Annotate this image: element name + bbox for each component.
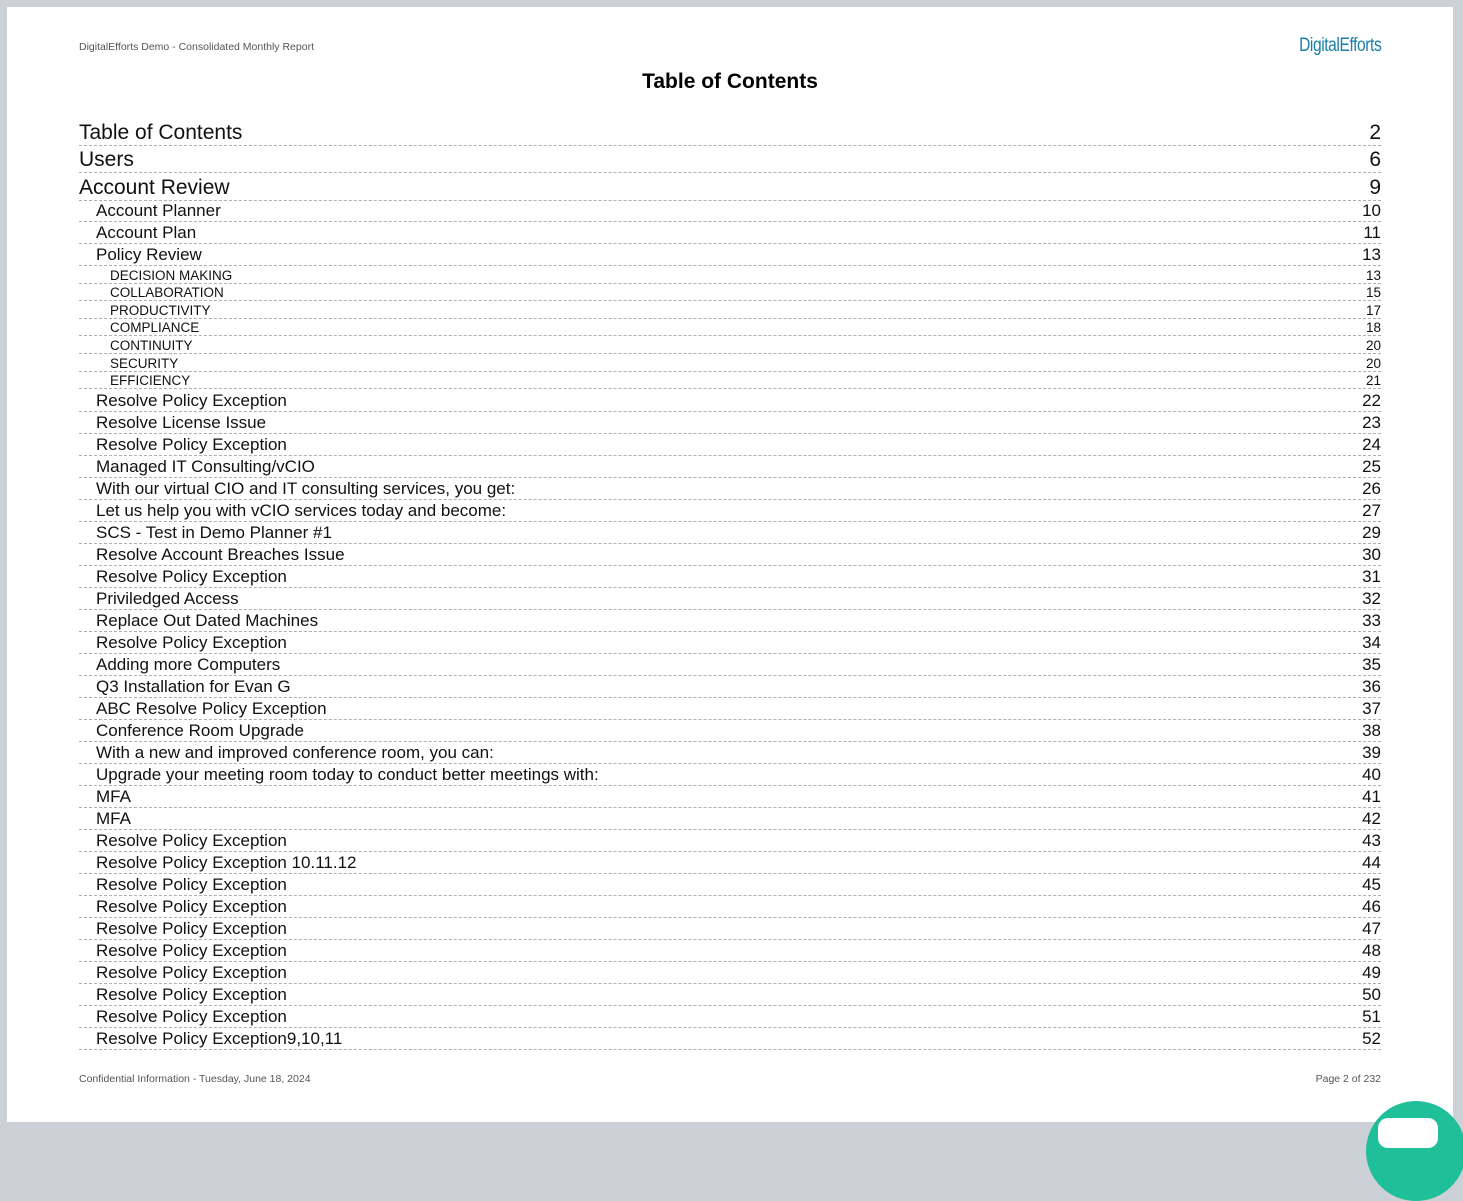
toc-entry[interactable] xyxy=(79,266,1381,284)
toc-entry-page: 46 xyxy=(1362,897,1381,916)
toc-entry[interactable] xyxy=(79,654,1381,676)
toc-entry-label: Upgrade your meeting room today to conduct better meetings with: xyxy=(96,765,599,784)
toc-entry-label: Resolve Policy Exception xyxy=(96,875,287,894)
toc-entry-label: Resolve Policy Exception xyxy=(96,941,287,960)
toc-entry[interactable] xyxy=(79,852,1381,874)
toc-entry[interactable] xyxy=(79,222,1381,244)
toc-entry-page: 20 xyxy=(1365,338,1381,353)
toc-entry-page: 13 xyxy=(1365,267,1381,283)
toc-entry-label: SCS - Test in Demo Planner #1 xyxy=(96,523,332,542)
toc-entry-page: 41 xyxy=(1362,787,1381,806)
toc-entry-page: 9 xyxy=(1369,176,1381,199)
toc-entry-label: Account Planner xyxy=(96,201,221,220)
toc-entry-label: Q3 Installation for Evan G xyxy=(96,677,291,696)
toc-entry-label: CONTINUITY xyxy=(110,338,193,353)
toc-entry-label: PRODUCTIVITY xyxy=(110,302,211,318)
toc-entry-page: 52 xyxy=(1362,1029,1381,1048)
toc-entry-page: 27 xyxy=(1362,501,1381,520)
toc-entry-page: 34 xyxy=(1362,633,1381,652)
toc-entry-label: Resolve Policy Exception xyxy=(96,633,287,652)
toc-entry[interactable] xyxy=(79,500,1381,522)
toc-entry-label: Table of Contents xyxy=(79,121,243,144)
toc-entry-page: 29 xyxy=(1362,523,1381,542)
toc-entry-label: Resolve Policy Exception xyxy=(96,1007,287,1026)
toc-entry-label: Replace Out Dated Machines xyxy=(96,611,319,630)
toc-entry-label: Let us help you with vCIO services today and become: xyxy=(96,501,507,520)
toc-entry-page: 33 xyxy=(1362,611,1381,630)
toc-entry-page: 15 xyxy=(1365,285,1381,301)
toc-entry-label: Users xyxy=(79,148,134,171)
toc-entry[interactable] xyxy=(79,874,1381,896)
toc-entry-page: 42 xyxy=(1362,809,1381,828)
toc-entry-page: 48 xyxy=(1362,941,1381,960)
toc-entry[interactable] xyxy=(79,544,1381,566)
toc-entry-label: COMPLIANCE xyxy=(110,320,200,336)
toc-entry[interactable] xyxy=(79,283,1381,301)
toc-entry-label: Resolve Policy Exception 10.11.12 xyxy=(96,853,357,872)
footer-page-number: Page 2 of 232 xyxy=(1315,1073,1381,1085)
toc-entry[interactable] xyxy=(79,434,1381,456)
toc-entry[interactable] xyxy=(79,244,1381,266)
toc-entry[interactable] xyxy=(79,742,1381,764)
toc-entry-label: With our virtual CIO and IT consulting services, you get: xyxy=(96,479,516,498)
footer-confidential: Confidential Information - Tuesday, June 18, 2024 xyxy=(79,1073,311,1085)
toc-entry-page: 38 xyxy=(1362,721,1381,740)
toc-entry-page: 43 xyxy=(1362,831,1381,850)
toc-entry-label: Conference Room Upgrade xyxy=(96,721,304,740)
toc-entry-page: 51 xyxy=(1362,1007,1381,1026)
toc-entry-label: Resolve Policy Exception xyxy=(96,985,287,1004)
toc-entry[interactable] xyxy=(79,301,1381,319)
toc-entry-page: 47 xyxy=(1362,919,1381,938)
toc-entry-page: 13 xyxy=(1362,245,1381,264)
toc-entry[interactable] xyxy=(79,786,1381,808)
toc-entry-page: 44 xyxy=(1362,853,1381,872)
toc-entry-label: SECURITY xyxy=(110,355,179,371)
toc-entry-page: 10 xyxy=(1362,201,1381,220)
toc-entry-label: Resolve Policy Exception xyxy=(96,435,287,454)
toc-entry-label: MFA xyxy=(96,809,131,828)
toc-entry-page: 23 xyxy=(1362,413,1381,432)
toc-entry[interactable] xyxy=(79,632,1381,654)
toc-entry[interactable] xyxy=(79,119,1381,146)
toc-entry[interactable] xyxy=(79,720,1381,742)
toc-entry[interactable] xyxy=(79,456,1381,478)
toc-entry-label: With a new and improved conference room, you can: xyxy=(96,743,494,762)
toc-entry-label: Resolve Policy Exception xyxy=(96,919,287,938)
toc-entry-label: EFFICIENCY xyxy=(110,373,191,389)
toc-entry-label: Managed IT Consulting/vCIO xyxy=(96,457,315,476)
toc-entry[interactable] xyxy=(79,918,1381,940)
page-title: Table of Contents xyxy=(642,70,818,93)
toc-entry[interactable] xyxy=(79,676,1381,698)
toc-entry-page: 49 xyxy=(1362,963,1381,982)
toc-entry-page: 36 xyxy=(1362,677,1381,696)
toc-entry[interactable] xyxy=(79,522,1381,544)
toc-entry-label: Resolve Policy Exception xyxy=(96,391,287,410)
toc-entry-page: 32 xyxy=(1362,589,1381,608)
toc-entry[interactable] xyxy=(79,566,1381,588)
toc-entry-page: 31 xyxy=(1362,567,1381,586)
report-page xyxy=(7,7,1453,1122)
toc-entry-label: Resolve Account Breaches Issue xyxy=(96,545,345,564)
toc-entry[interactable] xyxy=(79,1006,1381,1028)
toc-entry-label: Resolve Policy Exception xyxy=(96,831,287,850)
report-header-title: DigitalEfforts Demo - Consolidated Monthly Report xyxy=(79,41,314,53)
toc-entry-label: Account Plan xyxy=(96,223,197,242)
toc-entry-page: 25 xyxy=(1362,457,1381,476)
toc-entry[interactable] xyxy=(79,318,1381,336)
chat-icon[interactable] xyxy=(1378,1118,1438,1148)
toc-entry-label: Account Review xyxy=(79,176,230,199)
toc-entry-label: Adding more Computers xyxy=(96,655,281,674)
toc-entry[interactable] xyxy=(79,200,1381,222)
toc-entry-page: 45 xyxy=(1362,875,1381,894)
toc-entry-page: 6 xyxy=(1369,148,1381,171)
toc-entry-page: 39 xyxy=(1362,743,1381,762)
toc-entry[interactable] xyxy=(79,174,1381,201)
toc-entry-label: Resolve Policy Exception xyxy=(96,567,287,586)
toc-entry-label: ABC Resolve Policy Exception xyxy=(96,699,327,718)
toc-entry-label: COLLABORATION xyxy=(110,285,224,301)
toc-entry-page: 37 xyxy=(1362,699,1381,718)
toc-entry[interactable] xyxy=(79,962,1381,984)
toc-entry[interactable] xyxy=(79,808,1381,830)
toc-entry[interactable] xyxy=(79,390,1381,412)
toc-entry-page: 22 xyxy=(1362,391,1381,410)
toc-entry[interactable] xyxy=(79,764,1381,786)
toc-entry-label: Resolve License Issue xyxy=(96,413,267,432)
toc-entry[interactable] xyxy=(79,478,1381,500)
toc-entry[interactable] xyxy=(79,146,1381,173)
toc-entry[interactable] xyxy=(79,354,1381,372)
toc-entry[interactable] xyxy=(79,336,1381,354)
toc-entry-label: DECISION MAKING xyxy=(110,267,233,283)
toc-entry[interactable] xyxy=(79,830,1381,852)
toc-entry-label: MFA xyxy=(96,787,131,806)
toc-entry[interactable] xyxy=(79,588,1381,610)
toc-entry[interactable] xyxy=(79,896,1381,918)
toc-entry[interactable] xyxy=(79,1028,1381,1050)
toc-entry-label: Resolve Policy Exception xyxy=(96,897,287,916)
toc-entry-page: 26 xyxy=(1362,479,1381,498)
toc-entry-page: 40 xyxy=(1362,765,1381,784)
toc-entry[interactable] xyxy=(79,984,1381,1006)
toc-entry-page: 21 xyxy=(1365,373,1381,389)
toc-entry-label: Resolve Policy Exception xyxy=(96,963,287,982)
toc-entry-page: 11 xyxy=(1363,223,1381,242)
toc-entry-page: 17 xyxy=(1365,302,1381,318)
chat-widget-button[interactable] xyxy=(1366,1101,1463,1201)
toc-entry-page: 2 xyxy=(1369,121,1381,144)
toc-entry[interactable] xyxy=(79,412,1381,434)
toc-entry[interactable] xyxy=(79,940,1381,962)
toc-entry[interactable] xyxy=(79,698,1381,720)
toc-entry[interactable] xyxy=(79,610,1381,632)
toc-entry-page: 20 xyxy=(1365,355,1381,371)
toc-entry-page: 24 xyxy=(1362,435,1381,454)
toc-entry-label: Resolve Policy Exception9,10,11 xyxy=(96,1029,343,1048)
toc-entry-page: 35 xyxy=(1362,655,1381,674)
toc-entry-page: 18 xyxy=(1365,320,1381,336)
toc-entry-page: 50 xyxy=(1362,985,1381,1004)
company-logo: DigitalEfforts xyxy=(1298,35,1381,56)
toc-entry-label: Policy Review xyxy=(96,245,202,264)
toc-entry[interactable] xyxy=(79,371,1381,389)
toc-entry-label: Priviledged Access xyxy=(96,589,239,608)
toc-entry-page: 30 xyxy=(1362,545,1381,564)
